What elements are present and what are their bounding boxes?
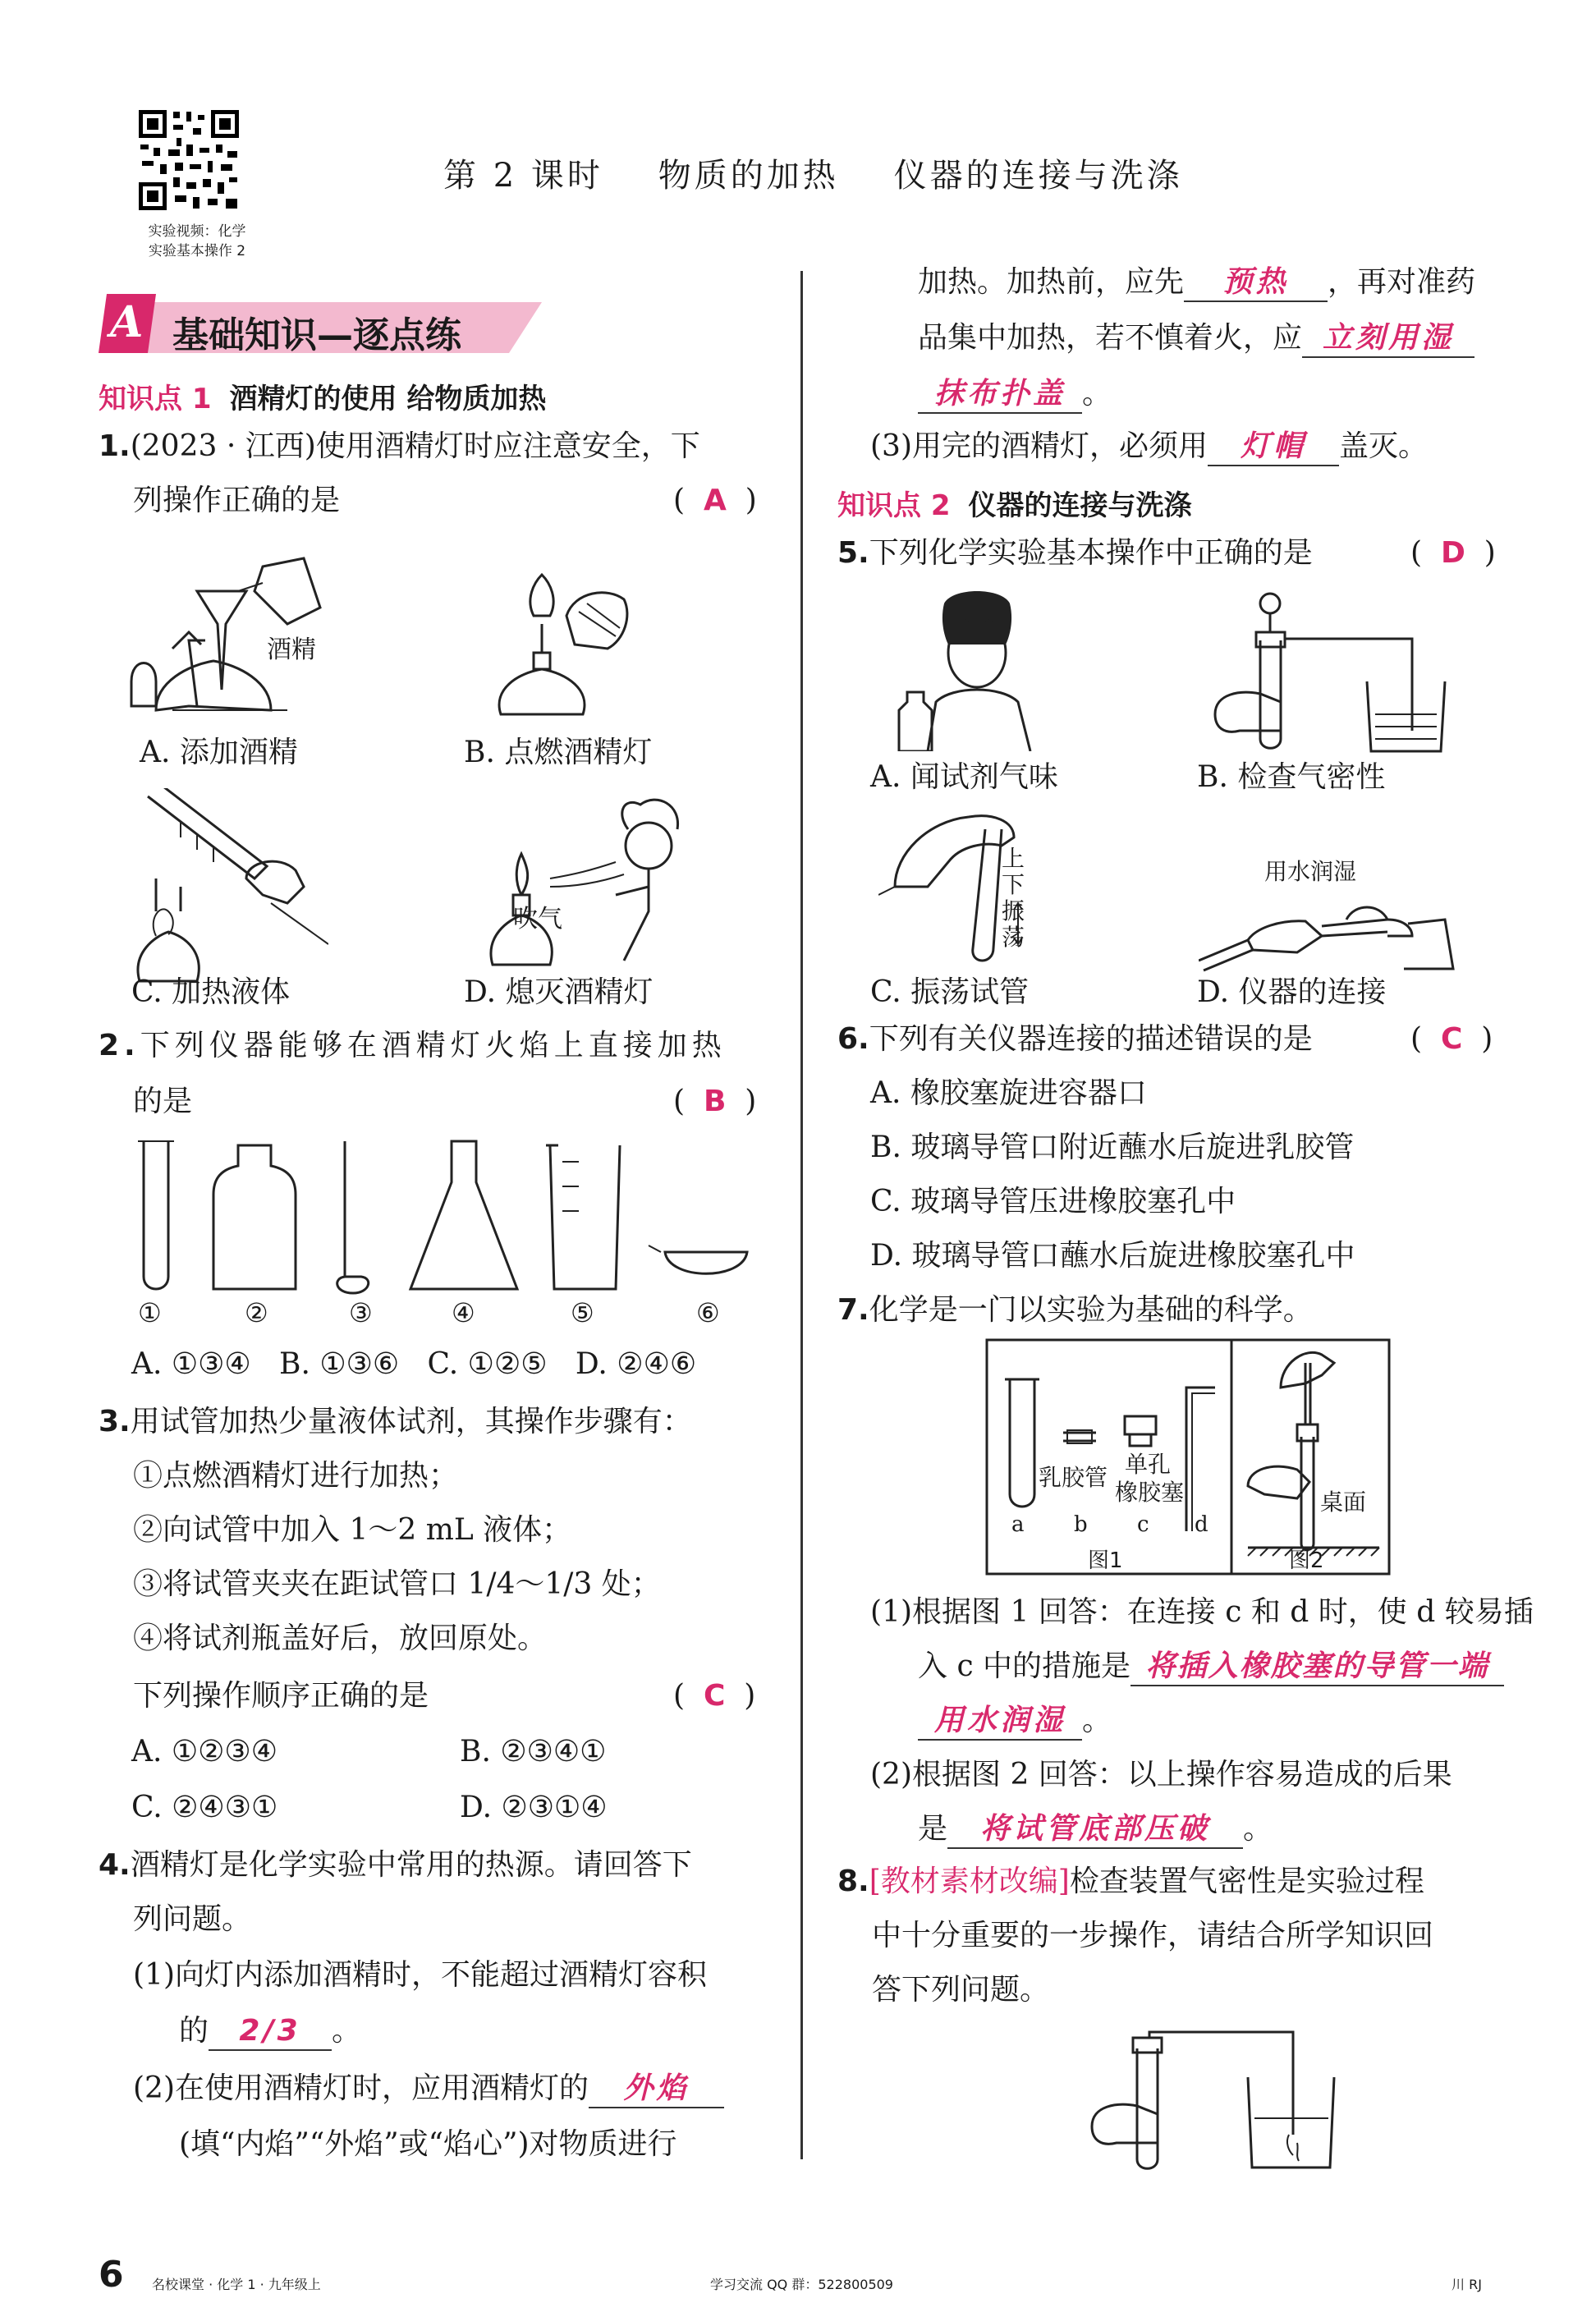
q5-image-b (1207, 591, 1470, 755)
q2-label-4: ④ (452, 1297, 475, 1328)
q7-p1-answer2: 用水润湿 (918, 1703, 1082, 1741)
q2-line2: 的是 (133, 1085, 193, 1118)
q7-letter-d: d (1195, 1512, 1208, 1537)
q2-options: A. ①③④ B. ①③⑥ C. ①②⑤ D. ②④⑥ (131, 1347, 697, 1381)
q7-p1-line1: (1)根据图 1 回答：在连接 c 和 d 时，使 d 较易插 (870, 1595, 1534, 1629)
q4-p2-answer2: 预热 (1184, 264, 1328, 302)
q4-p2-line5 (918, 376, 1112, 414)
q1-text1: (2023 · 江西)使用酒精灯时应注意安全，下 (130, 429, 700, 463)
qr-caption-line1: 实验视频：化学 (148, 223, 246, 240)
q4-p2-line1 (133, 2071, 724, 2108)
q1-answer-bracket: ( A ) (673, 484, 757, 517)
knowledge-point-2 (837, 483, 1192, 523)
q3-line1 (99, 1404, 692, 1440)
q3-step-1: ①点燃酒精灯进行加热； (133, 1459, 459, 1493)
q5-answer: D (1440, 536, 1465, 570)
lesson-title: 第 2 课时 物质的加热 仪器的连接与洗涤 (443, 157, 1183, 195)
q1-line1 (99, 429, 700, 465)
q7-p1-end: 。 (1082, 1704, 1112, 1737)
q4-p2-answer3b: 抹布扑盖 (918, 376, 1082, 414)
q4-p3-answer: 灯帽 (1208, 429, 1339, 466)
q4-p2-line3 (918, 264, 1475, 302)
q4-p2-text4: ，再对准药 (1328, 265, 1476, 299)
q4-p1-line1: (1)向灯内添加酒精时，不能超过酒精灯容积 (133, 1958, 707, 1992)
shake-char-4: 荡 (1002, 924, 1025, 951)
q7-p1-text: 入 c 中的措施是 (918, 1649, 1131, 1683)
q2-line1 (99, 1028, 727, 1064)
q4-p1-text: 的 (179, 2014, 209, 2048)
q7-text1: 化学是一门以实验为基础的科学。 (869, 1293, 1313, 1327)
q6-option-d: D. 玻璃导管口蘸水后旋进橡胶塞孔中 (870, 1239, 1355, 1273)
q5-text1: 下列化学实验基本操作中正确的是 (869, 536, 1313, 570)
q2-number: 2. (99, 1029, 140, 1062)
q6-answer-bracket: ( C ) (1410, 1022, 1493, 1056)
q2-label-1: ① (138, 1297, 162, 1328)
q4-p3-end: 盖灭。 (1339, 429, 1429, 463)
q2-answer-bracket: ( B ) (673, 1085, 757, 1118)
q3-ask: 下列操作顺序正确的是 (133, 1679, 429, 1713)
q3-answer-bracket: ( C ) (673, 1679, 756, 1713)
q3-answer: C (703, 1679, 726, 1713)
q3-option-c: C. ②④③① (131, 1791, 278, 1824)
q7-p1-answer: 将插入橡胶塞的导管一端 (1130, 1649, 1504, 1686)
q3-number: 3. (99, 1405, 131, 1438)
shake-char-2: 下 (1002, 871, 1025, 898)
q7-figure (985, 1338, 1392, 1576)
q4-p1-line2 (179, 2013, 361, 2051)
q7-letter-a: a (1011, 1512, 1025, 1537)
q2-label-2: ② (245, 1297, 268, 1328)
page-number: 6 (99, 2254, 124, 2296)
q1-label-blow: 吹气 (513, 905, 562, 934)
q3-step-4: ④将试剂瓶盖好后，放回原处。 (133, 1622, 548, 1655)
q7-letter-c: c (1137, 1512, 1149, 1537)
q3-option-a: A. ①②③④ (131, 1735, 277, 1768)
q4-p1-answer: 2/3 (209, 2013, 332, 2051)
q4-p2-line2: (填“内焰”“外焰”或“焰心”)对物质进行 (179, 2127, 677, 2161)
q7-letter-b: b (1074, 1512, 1088, 1537)
q7-fig1-label: 图1 (1088, 1548, 1123, 1573)
q7-p2-line1: (2)根据图 2 回答：以上操作容易造成的后果 (870, 1758, 1452, 1791)
q7-label-stopper2: 橡胶塞 (1115, 1479, 1185, 1506)
knowledge-point-1 (99, 376, 546, 416)
footer-qq: 学习交流 QQ 群：522800509 (710, 2277, 893, 2292)
instrument-conical-flask (410, 1141, 517, 1289)
q6-text1: 下列有关仪器连接的描述错误的是 (869, 1022, 1313, 1056)
qr-code (135, 107, 242, 213)
qr-caption (131, 222, 263, 261)
q2-label-3: ③ (349, 1297, 373, 1328)
instrument-reagent-bottle (213, 1145, 296, 1289)
q5-image-d (1199, 887, 1461, 977)
q4-line2: 列问题。 (133, 1902, 252, 1936)
section-letter: A (110, 297, 144, 347)
q4-p2-text3: 加热。加热前，应先 (918, 265, 1185, 299)
q8-number: 8. (837, 1865, 869, 1898)
q2-instruments (123, 1137, 764, 1301)
q4-p2-answer3: 立刻用湿 (1302, 320, 1474, 358)
q1-label-alcohol: 酒精 (267, 635, 316, 664)
q5-image-c (878, 805, 1059, 969)
q7-label-stopper1: 单孔 (1125, 1451, 1172, 1478)
q5-answer-bracket: ( D ) (1410, 536, 1496, 570)
q6-answer: C (1440, 1022, 1463, 1056)
q7-label-rubber-tube: 乳胶管 (1039, 1464, 1108, 1491)
q1-image-c (123, 788, 328, 985)
section-banner (99, 287, 550, 361)
q8-text1: 检查装置气密性是实验过程 (1069, 1865, 1424, 1898)
q5-shake-label (1002, 846, 1025, 951)
column-divider (800, 271, 803, 2159)
q3-step-2: ②向试管中加入 1～2 mL 液体； (133, 1513, 572, 1547)
q8-tag: [教材素材改编] (869, 1865, 1070, 1898)
footer-edition: 川 RJ (1452, 2277, 1482, 2292)
q5-number: 5. (837, 536, 869, 570)
q4-p2-end: 。 (1082, 377, 1112, 411)
instrument-beaker (546, 1145, 620, 1289)
kp2-label: 知识点 2 (837, 489, 951, 522)
q2-text1: 下列仪器能够在酒精灯火焰上直接加热 (140, 1029, 727, 1062)
q4-p3 (870, 429, 1428, 466)
q3-text1: 用试管加热少量液体试剂，其操作步骤有： (130, 1405, 692, 1438)
q2-label-5: ⑤ (571, 1297, 594, 1328)
q4-text1: 酒精灯是化学实验中常用的热源。请回答下 (130, 1848, 692, 1882)
q1-option-b: B. 点燃酒精灯 (464, 736, 653, 769)
kp1-title: 酒精灯的使用 给物质加热 (229, 383, 547, 415)
q8-line2: 中十分重要的一步操作，请结合所学知识回 (872, 1919, 1434, 1952)
q4-line1 (99, 1847, 692, 1883)
q6-option-b: B. 玻璃导管口附近蘸水后旋进乳胶管 (870, 1131, 1355, 1164)
q7-p1-line3 (918, 1703, 1112, 1741)
q6-option-a: A. 橡胶塞旋进容器口 (870, 1076, 1147, 1110)
q3-step-3: ③将试管夹夹在距试管口 1/4～1/3 处； (133, 1567, 661, 1601)
q3-option-d: D. ②③①④ (460, 1791, 608, 1824)
q1-line2: 列操作正确的是 (133, 484, 341, 517)
instrument-evaporating-dish (649, 1245, 747, 1273)
q7-label-desk: 桌面 (1320, 1489, 1367, 1516)
q4-p2-line4 (918, 320, 1474, 358)
q4-p2-text5: 品集中加热，若不慎着火，应 (918, 321, 1303, 355)
footer-book: 名校课堂 · 化学 1 · 九年级上 (152, 2277, 321, 2292)
q7-number: 7. (837, 1293, 869, 1327)
q5-option-a: A. 闻试剂气味 (870, 760, 1058, 794)
q2-answer: B (703, 1085, 727, 1118)
q1-option-a: A. 添加酒精 (140, 736, 298, 769)
q7-fig2-label: 图2 (1289, 1548, 1324, 1573)
shake-char-1: 上 (1002, 845, 1025, 872)
q8-apparatus (1084, 2028, 1355, 2172)
q7-line1 (837, 1292, 1313, 1328)
qr-caption-line2: 实验基本操作 2 (148, 243, 246, 259)
q7-p2-line2 (918, 1811, 1273, 1849)
q5-line1 (837, 535, 1313, 571)
q5-wet-label: 用水润湿 (1264, 858, 1357, 885)
q7-p1-line2 (918, 1649, 1504, 1686)
q4-p2-text: (2)在使用酒精灯时，应用酒精灯的 (133, 2071, 589, 2105)
q2-label-6: ⑥ (696, 1297, 720, 1328)
q4-p2-answer1: 外焰 (589, 2071, 724, 2108)
q7-p2-end: 。 (1243, 1812, 1273, 1846)
instrument-combustion-spoon (337, 1141, 369, 1293)
q8-line3: 答下列问题。 (872, 1973, 1050, 2007)
q4-p1-end: 。 (332, 2014, 362, 2048)
instrument-test-tube (138, 1141, 174, 1289)
kp1-label: 知识点 1 (99, 383, 212, 415)
q6-option-c: C. 玻璃导管压进橡胶塞孔中 (870, 1185, 1236, 1218)
q5-option-d: D. 仪器的连接 (1197, 975, 1387, 1009)
q6-line1 (837, 1021, 1313, 1057)
section-title: 基础知识—逐点练 (172, 314, 461, 356)
q7-p2-text: 是 (918, 1812, 948, 1846)
q3-option-b: B. ②③④① (460, 1735, 607, 1768)
q5-image-a (895, 587, 1059, 751)
q1-answer: A (703, 484, 727, 517)
q1-option-c: C. 加热液体 (131, 975, 291, 1009)
q4-number: 4. (99, 1848, 131, 1882)
shake-char-3: 振 (1002, 897, 1025, 924)
q1-image-b (484, 567, 649, 722)
q8-line1 (837, 1864, 1424, 1900)
q5-option-b: B. 检查气密性 (1197, 760, 1386, 794)
q6-number: 6. (837, 1022, 869, 1056)
q7-p2-answer: 将试管底部压破 (947, 1811, 1243, 1849)
kp2-title: 仪器的连接与洗涤 (968, 489, 1192, 522)
q5-option-c: C. 振荡试管 (870, 975, 1030, 1009)
q1-number: 1. (99, 429, 131, 463)
q1-option-d: D. 熄灭酒精灯 (464, 975, 654, 1009)
q4-p3-text: (3)用完的酒精灯，必须用 (870, 429, 1208, 463)
q1-image-d (460, 796, 690, 969)
